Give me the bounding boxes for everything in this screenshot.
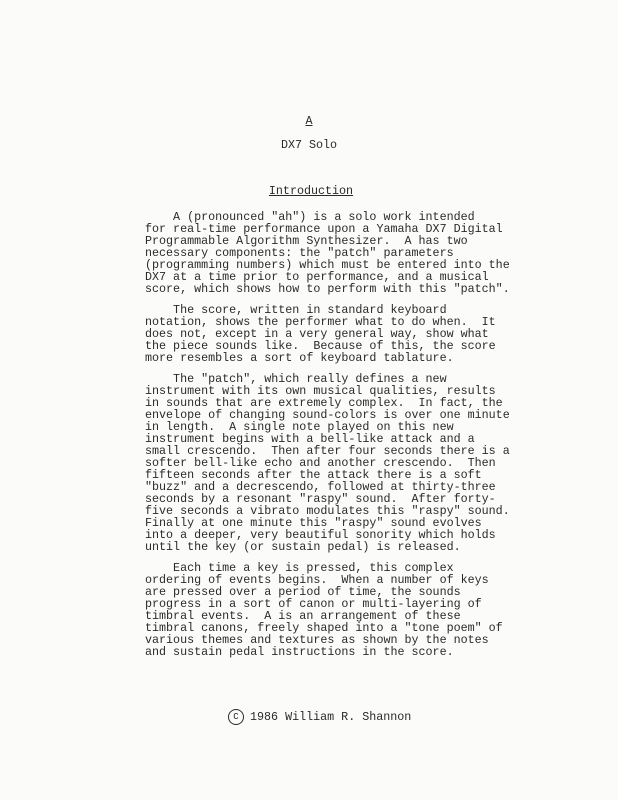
copyright-icon: C (228, 709, 244, 725)
text-line: in sounds that are extremely complex. In fact, the (145, 396, 503, 410)
text-line: envelope of changing sound-colors is over one minute (145, 408, 510, 422)
text-line: instrument with its own musical qualities, results (145, 384, 496, 398)
paragraph-4 (145, 562, 605, 658)
section-heading: Introduction (268, 184, 354, 198)
title: A (305, 114, 313, 128)
text-line: instrument begins with a bell-like attack and a (145, 432, 475, 446)
text-line: does not, except in a very general way, show what (145, 327, 489, 341)
text-line: Each time a key is pressed, this complex (145, 561, 454, 575)
text-line: The score, written in standard keyboard (145, 303, 447, 317)
copyright (228, 709, 411, 725)
text-line: seconds by a resonant "raspy" sound. After forty- (145, 492, 496, 506)
text-line: timbral events. A is an arrangement of these (145, 609, 461, 623)
body-text (145, 211, 605, 667)
text-line: DX7 at a time prior to performance, and a musical (145, 270, 489, 284)
copyright-text: 1986 William R. Shannon (250, 710, 412, 724)
text-line: score, which shows how to perform with this "patch". (145, 282, 510, 296)
text-line: progress in a sort of canon or multi-layering of (145, 597, 482, 611)
paragraph-2 (145, 304, 605, 364)
text-line: and sustain pedal instructions in the score. (145, 645, 454, 659)
text-line: softer bell-like echo and another crescendo. Then (145, 456, 496, 470)
text-line: "buzz" and a decrescendo, followed at thirty-three (145, 480, 496, 494)
text-line: in length. A single note played on this new (145, 420, 454, 434)
text-line: A (pronounced "ah") is a solo work intended (145, 210, 475, 224)
text-line: Finally at one minute this "raspy" sound evolves (145, 516, 482, 530)
text-line: are pressed over a period of time, the sounds (145, 585, 461, 599)
paragraph-1 (145, 211, 605, 295)
text-line: five seconds a vibrato modulates this "raspy" sound. (145, 504, 510, 518)
text-line: various themes and textures as shown by the notes (145, 633, 489, 647)
paragraph-3 (145, 373, 605, 553)
text-line: into a deeper, very beautiful sonority which holds (145, 528, 496, 542)
text-line: small crescendo. Then after four seconds there is a (145, 444, 510, 458)
text-line: more resembles a sort of keyboard tablature. (145, 351, 454, 365)
text-line: the piece sounds like. Because of this, the score (145, 339, 496, 353)
text-line: fifteen seconds after the attack there is a soft (145, 468, 482, 482)
text-line: ordering of events begins. When a number of keys (145, 573, 489, 587)
text-line: timbral canons, freely shaped into a "tone poem" of (145, 621, 503, 635)
text-line: notation, shows the performer what to do when. It (145, 315, 496, 329)
text-line: necessary components: the "patch" parameters (145, 246, 454, 260)
text-line: Programmable Algorithm Synthesizer. A has two (145, 234, 468, 248)
text-line: (programming numbers) which must be entered into the (145, 258, 510, 272)
text-line: for real-time performance upon a Yamaha DX7 Digital (145, 222, 503, 236)
subtitle: DX7 Solo (280, 138, 338, 152)
text-line: The "patch", which really defines a new (145, 372, 447, 386)
text-line: until the key (or sustain pedal) is released. (145, 540, 461, 554)
